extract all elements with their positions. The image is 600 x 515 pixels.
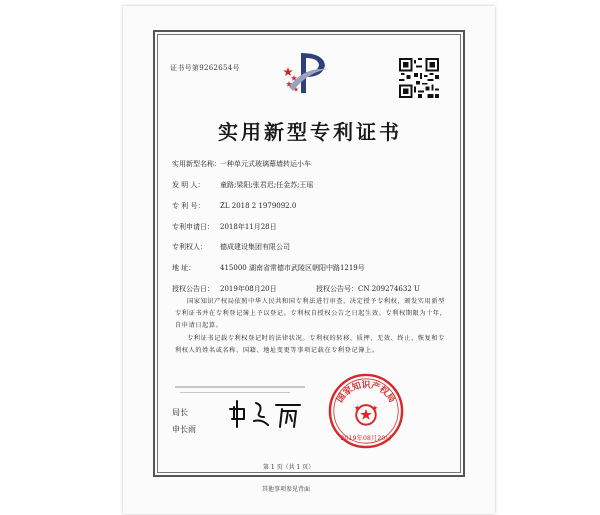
certificate-title: 实用新型专利证书 [218,120,402,144]
security-stripe [180,392,290,393]
field-value: CN 209274632 U [358,285,420,293]
security-stripe [175,386,305,388]
field-utility-model-name [172,159,311,169]
cnipa-emblem-icon [283,47,333,99]
field-grant-number [316,284,420,294]
field-label: 实用新型名称： [172,160,221,168]
seal-arc-text: 国家知识产权局 [335,380,397,405]
field-value: 德成建设集团有限公司 [220,243,290,251]
field-value: 2019年08月20日 [220,285,277,293]
field-inventors [172,180,313,190]
page-number: 第 1 页（共 1 页） [263,464,315,471]
field-label: 发 明 人： [172,181,205,189]
legal-status-paragraph: 专利证书记载专利权登记时的法律状况。专利权的转移、质押、无效、终止、恢复和专利权人的姓名或名称、国籍、地址变更等事项记载在专利登记簿上。 [175,335,445,354]
field-value: 415000 湖南省常德市武陵区朝阳中路1219号 [220,264,365,272]
field-label: 专 利 号： [172,202,205,210]
field-grant-date [172,284,316,294]
field-label: 授权公告号： [316,285,358,293]
field-label: 专利申请日： [172,223,214,231]
field-patent-number [172,201,296,211]
director-label: 局长 [172,408,188,417]
footer-note: 其他事项参见背面 [262,486,311,493]
certificate-border-inner [157,34,461,473]
grant-paragraph: 国家知识产权局依照中华人民共和国专利法进行审查，决定授予专利权，颁发实用新型专利证书并在专利登记簿上予以登记。专利权自授权公告之日起生效。专利权期限为十年，自申请日起算。 [175,298,447,329]
field-filing-date [172,222,277,232]
qr-code-icon [399,58,439,98]
field-label: 专利权人： [172,243,207,251]
signature-image [226,397,306,433]
field-address [172,263,365,273]
field-label: 授权公告日： [172,285,214,293]
field-value: ZL 2018 2 1979092.0 [220,202,297,210]
signer-label: 申长雨 [172,425,196,434]
official-seal-icon [327,372,405,450]
certificate-number: 证书号第9262654号 [170,64,240,72]
field-value: 一种单元式玻璃幕墙转运小车 [220,160,311,168]
seal-date-text: 2019年08月20日 [340,435,392,443]
field-value: 童路;梁阳;张君迟;任金苏;王瑶 [220,181,314,189]
field-label: 地 址： [172,264,196,272]
field-patentee [172,242,290,252]
field-value: 2018年11月28日 [220,223,277,231]
